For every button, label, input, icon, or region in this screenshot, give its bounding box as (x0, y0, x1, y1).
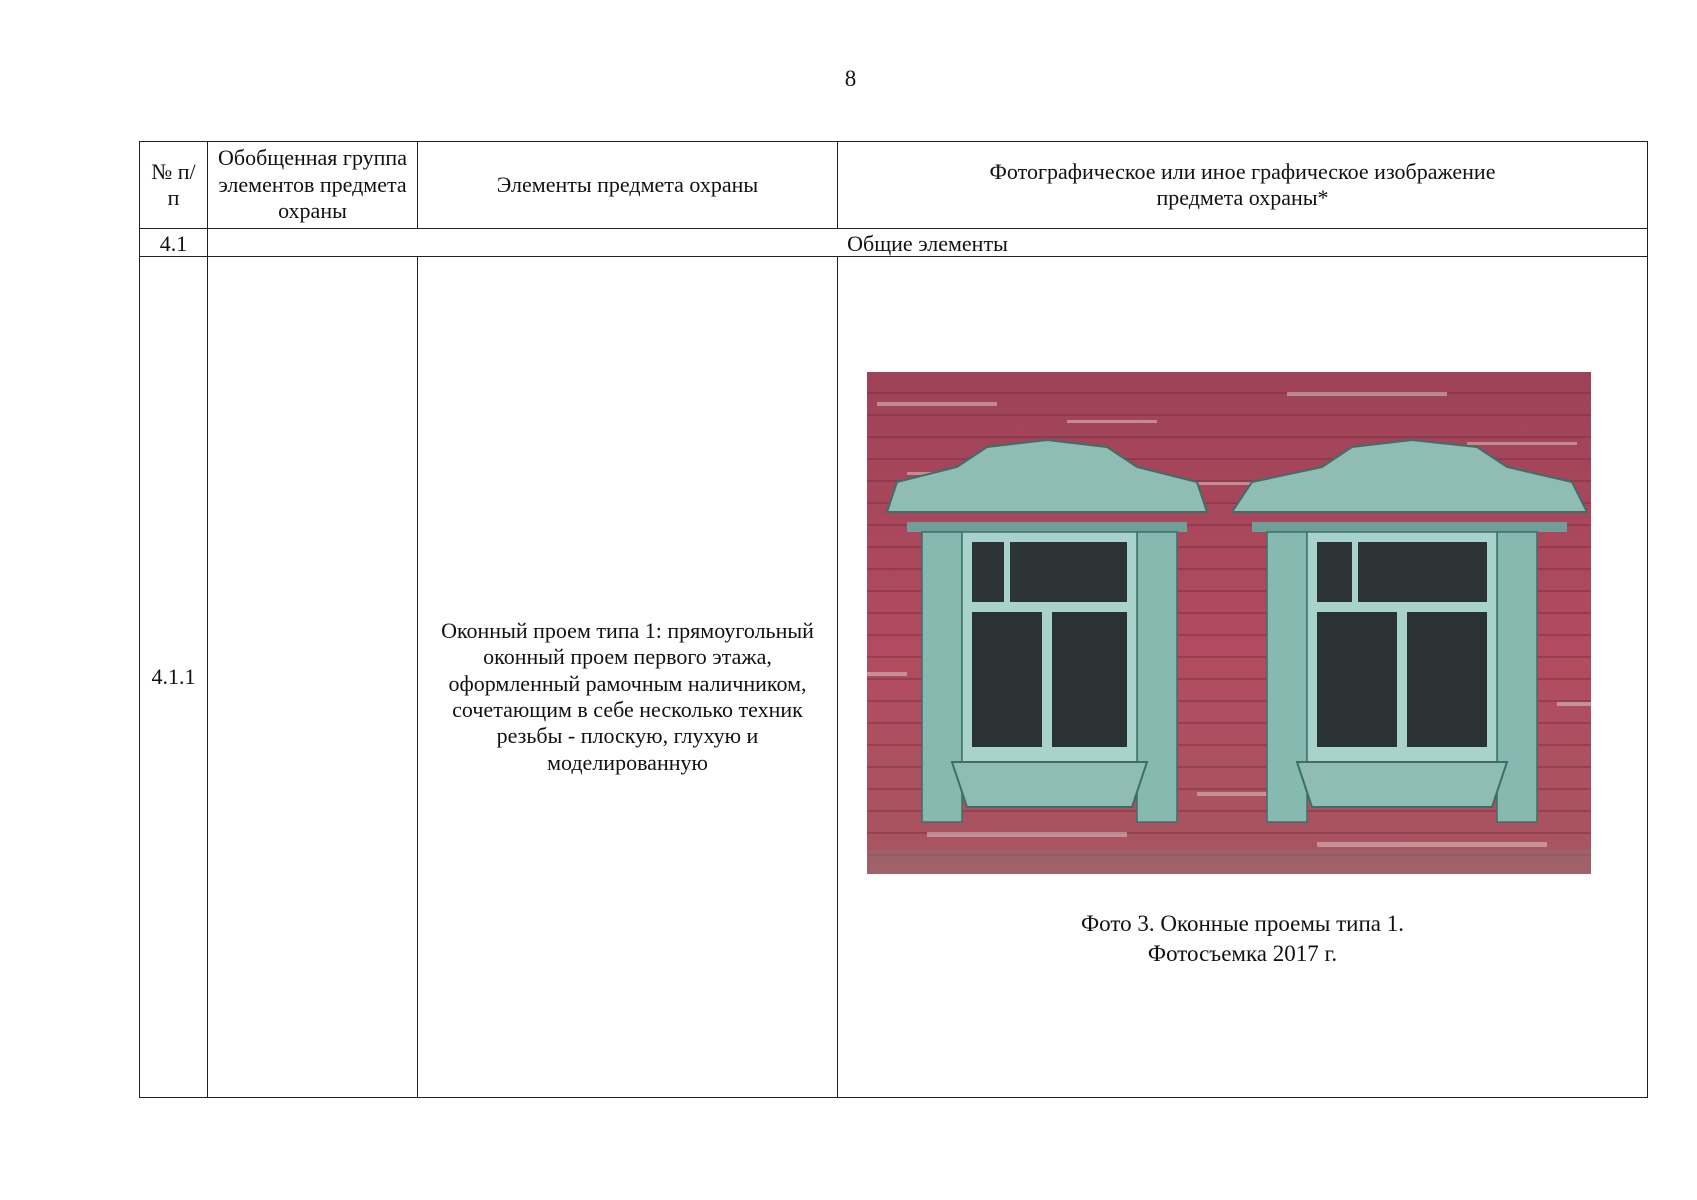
header-group: Обобщенная группа элементов предмета охраны (208, 142, 418, 229)
table-row (140, 257, 1648, 1098)
row-number: 4.1.1 (140, 257, 208, 1098)
section-number: 4.1 (140, 229, 208, 257)
page-number: 8 (844, 66, 857, 91)
row-group (208, 257, 418, 1098)
photo-caption: Фото 3. Оконные проемы типа 1. Фотосъемка 2017 г. (1081, 911, 1404, 966)
protection-elements-table (139, 141, 1648, 1098)
left-window (887, 440, 1207, 822)
window-photo (867, 372, 1591, 874)
header-image: Фотографическое или иное графическое изображение предмета охраны* (838, 142, 1648, 229)
header-elements: Элементы предмета охраны (418, 142, 838, 229)
section-row (140, 229, 1648, 257)
table-header-row (140, 142, 1648, 229)
row-photo-cell (838, 257, 1648, 1098)
section-title: Общие элементы (208, 229, 1648, 257)
header-number: № п/п (140, 142, 208, 229)
right-window (1232, 440, 1587, 822)
row-element-description: Оконный проем типа 1: прямоугольный оконный проем первого этажа, оформленный рамочным наличником, сочетающим в себе несколько техник резьбы - плоскую, глухую и моделированную (418, 257, 838, 1098)
